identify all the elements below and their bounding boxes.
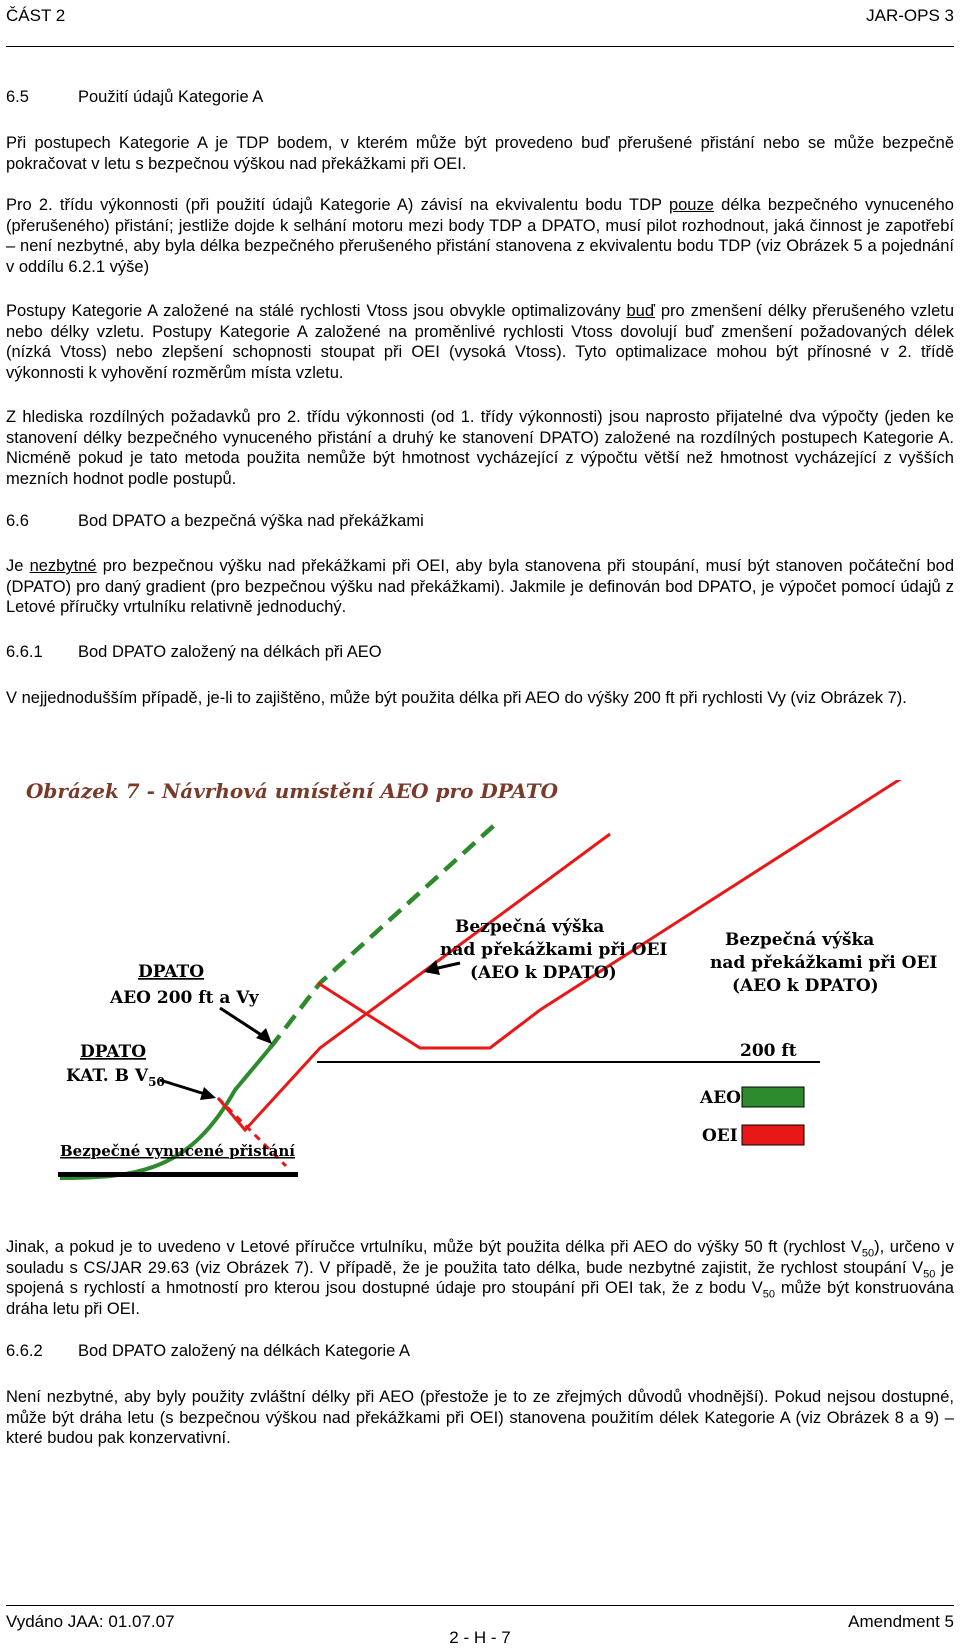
dpato2-title: DPATO bbox=[80, 1042, 147, 1062]
section-heading-6-5 bbox=[6, 88, 263, 107]
footer-issued: Vydáno JAA: 01.07.07 bbox=[6, 1612, 175, 1631]
underlined-text: nezbytné bbox=[29, 557, 97, 575]
legend-oei-label: OEI bbox=[702, 1126, 738, 1146]
dpato1-arrow bbox=[220, 1008, 266, 1038]
text: může být konstruována dráha letu při OEI. bbox=[6, 1279, 954, 1318]
underlined-text: pouze bbox=[668, 196, 714, 214]
oei-path-2 bbox=[318, 780, 930, 1048]
section-title: Bod DPATO založený na délkách Kategorie A bbox=[78, 1342, 411, 1360]
ground-line bbox=[58, 1172, 298, 1177]
figure-7 bbox=[20, 780, 950, 1240]
obst1-line3: (AEO k DPATO) bbox=[470, 963, 617, 983]
dpato1-arrowhead bbox=[256, 1028, 272, 1044]
page-header bbox=[6, 4, 954, 47]
section-number: 6.6.1 bbox=[6, 643, 43, 661]
dpato2-subtitle-main: KAT. B V bbox=[66, 1066, 149, 1086]
underlined-text: buď bbox=[626, 302, 655, 320]
section-heading-6-6-2 bbox=[6, 1342, 410, 1361]
height-label: 200 ft bbox=[740, 1041, 797, 1061]
text: ), určeno v souladu s CS/JAR 29.63 (viz Obrázek 7). V případě, že je použita tato délka, bude nezbytné zajistit, že rychlost stoupání V bbox=[6, 1238, 954, 1277]
section-title: Použití údajů Kategorie A bbox=[78, 88, 264, 106]
paragraph: V nejjednodušším případě, je-li to zajištěno, může být použita délka při AEO do výšky 200 ft při rychlosti Vy (viz Obrázek 7). bbox=[6, 689, 907, 707]
dpato2-subtitle-sub: 50 bbox=[148, 1075, 165, 1089]
header-doc: JAR-OPS 3 bbox=[866, 6, 954, 25]
text: je spojená s rychlostí a hmotností pro kterou jsou dostupné údaje pro stoupání při OEI tak, že z bodu V bbox=[6, 1258, 954, 1298]
subscript: 50 bbox=[923, 1267, 936, 1280]
figure-7-diagram bbox=[20, 780, 950, 1240]
forced-landing-label: Bezpečné vynucené přistání bbox=[60, 1142, 295, 1160]
text: Postupy Kategorie A založené na stálé rychlosti Vtoss jsou obvykle optimalizovány bbox=[6, 302, 627, 320]
subscript: 50 bbox=[861, 1247, 875, 1260]
dpato2-arrowhead bbox=[200, 1087, 216, 1100]
text: pro zmenšení délky přerušeného vzletu nebo délky vzletu. Postupy Kategorie A založené na proměnlivé rychlosti Vtoss dovolují buď zmenšení požadovaných délek (nízká Vtoss) nebo zlepšení schopnosti stoupat při OEI (vysoká Vtoss). Tyto optimalizace mohou být přínosné v 2. třídě výkonnosti k vyhovění rozměrům místa vzletu. bbox=[6, 302, 955, 382]
section-number: 6.6 bbox=[6, 512, 29, 530]
obst2-line3: (AEO k DPATO) bbox=[732, 976, 879, 996]
paragraph: Není nezbytné, aby byly použity zvláštní délky při AEO (přestože je to ze zřejmých důvodů vhodnější). Pokud nejsou dostupné, může být dráha letu (s bezpečnou výškou nad překážkami při OEI) stanovena použitím délek Kategorie A (viz Obrázek 8 a 9) – které budou pak konzervativní. bbox=[6, 1388, 954, 1448]
section-number: 6.5 bbox=[6, 88, 29, 106]
section-title: Bod DPATO a bezpečná výška nad překážkami bbox=[78, 512, 424, 530]
paragraph bbox=[6, 301, 954, 383]
section-title: Bod DPATO založený na délkách při AEO bbox=[78, 643, 382, 661]
text: Jinak, a pokud je to uvedeno v Letové příručce vrtulníku, může být použita délka při AEO do výšky 50 ft (rychlost V bbox=[6, 1238, 862, 1256]
obst1-line2: nad překážkami při OEI bbox=[440, 940, 668, 960]
legend-aeo-label: AEO bbox=[700, 1088, 741, 1108]
legend-oei-swatch bbox=[742, 1125, 804, 1145]
dpato1-title: DPATO bbox=[138, 962, 205, 982]
legend-aeo-swatch bbox=[742, 1087, 804, 1107]
figure-title: Obrázek 7 - Návrhová umístění AEO pro DPATO bbox=[26, 780, 559, 803]
paragraph bbox=[6, 1237, 954, 1319]
subscript: 50 bbox=[762, 1288, 775, 1301]
section-number: 6.6.2 bbox=[6, 1342, 43, 1360]
text: délka bezpečného vynuceného (přerušeného) přistání; jestliže dojde k selhání motoru mezi body TDP a DPATO, musí pilot rozhodnout, jaká činnost je zapotřebí – není nezbytné, aby byla délka bezpečného přerušeného přistání stanovena z ekvivalentu bodu TDP (viz Obrázek 5 a pojednání v oddílu 6.2.1 výše) bbox=[6, 196, 954, 276]
paragraph: Z hlediska rozdílných požadavků pro 2. třídu výkonnosti (od 1. třídy výkonnosti) jsou naprosto přijatelné dva výpočty (jeden ke stanovení délky bezpečného vynuceného přistání a druhý ke stanovení DPATO) založené na rozdílných postupech Kategorie A. Nicméně pokud je tato metoda použita nemůže být hmotnost vycházející z výpočtu větší než hmotnost vycházející z vyšších mezních hodnot podle postupů. bbox=[6, 408, 954, 488]
section-heading-6-6-1 bbox=[6, 643, 382, 662]
obst1-line1: Bezpečná výška bbox=[455, 917, 605, 937]
obst2-line2: nad překážkami při OEI bbox=[710, 953, 938, 973]
paragraph bbox=[6, 195, 954, 277]
paragraph: Při postupech Kategorie A je TDP bodem, v kterém může být provedeno buď přerušené přistání nebo se může bezpečně pokračovat v letu s bezpečnou výškou nad překážkami při OEI. bbox=[6, 134, 954, 173]
paragraph bbox=[6, 556, 954, 618]
dpato2-subtitle bbox=[66, 1066, 165, 1089]
text: pro bezpečnou výšku nad překážkami při OEI, aby byla stanovena při stoupání, musí být stanoven počáteční bod (DPATO) pro daný gradient (pro bezpečnou výšku nad překážkami). Jakmile je definován bod DPATO, je výpočet pomocí údajů z Letové příručky vrtulníku relativně jednoduchý. bbox=[6, 557, 954, 617]
footer-amendment: Amendment 5 bbox=[848, 1612, 954, 1631]
obst1-arrow bbox=[438, 963, 460, 968]
section-heading-6-6 bbox=[6, 512, 424, 531]
header-part: ČÁST 2 bbox=[6, 6, 66, 25]
obst2-line1: Bezpečná výška bbox=[725, 930, 875, 950]
text: Je bbox=[6, 557, 30, 575]
dpato2-arrow bbox=[160, 1080, 208, 1095]
dpato1-subtitle: AEO 200 ft a Vy bbox=[110, 988, 259, 1008]
text: Pro 2. třídu výkonnosti (při použití údajů Kategorie A) závisí na ekvivalentu bodu TDP bbox=[6, 196, 669, 214]
page-number: 2 - H - 7 bbox=[449, 1628, 511, 1647]
